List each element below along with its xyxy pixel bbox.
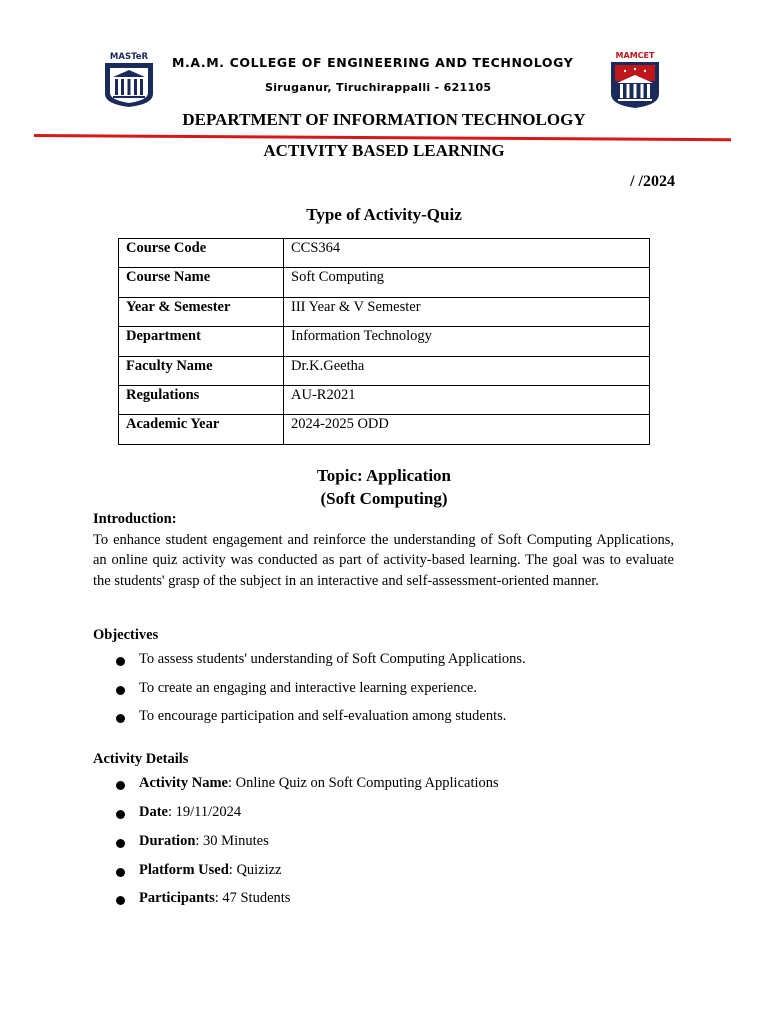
table-row xyxy=(119,239,650,268)
bullet-icon xyxy=(116,781,125,790)
table-value-cell: III Year & V Semester xyxy=(284,297,650,326)
activity-type: Type of Activity-Quiz xyxy=(306,205,462,224)
table-value-cell: Soft Computing xyxy=(284,268,650,297)
introduction-heading: Introduction: xyxy=(93,511,177,527)
activity-detail-item xyxy=(116,862,282,879)
mamcet-logo xyxy=(607,49,663,109)
topic-subtitle: (Soft Computing) xyxy=(320,489,448,508)
table-value-cell: 2024-2025 ODD xyxy=(284,415,650,444)
detail-label: Activity Name xyxy=(139,775,228,791)
activity-detail-item xyxy=(116,890,290,907)
bullet-icon xyxy=(116,839,125,848)
bullet-icon xyxy=(116,810,125,819)
bullet-icon xyxy=(116,657,125,666)
introduction-text: To enhance student engagement and reinforce the understanding of Soft Computing Applications, an online quiz activity was conducted as part of activity-based learning. The goal was to evaluate the students' grasp of the subject in an interactive and self-assessment-oriented manner. xyxy=(93,532,674,589)
table-row xyxy=(119,327,650,356)
bullet-icon xyxy=(116,714,125,723)
objective-text: To assess students' understanding of Soft Computing Applications. xyxy=(139,651,526,667)
objective-item xyxy=(116,680,477,697)
page-heading: ACTIVITY BASED LEARNING xyxy=(263,141,505,160)
table-key-cell: Faculty Name xyxy=(119,356,284,385)
detail-label: Duration xyxy=(139,833,196,849)
detail-value: : 19/11/2024 xyxy=(168,804,242,820)
bullet-icon xyxy=(116,868,125,877)
detail-value: : Quizizz xyxy=(228,862,282,878)
detail-value: : 47 Students xyxy=(214,890,291,906)
detail-label: Participants xyxy=(139,890,215,906)
detail-label: Platform Used xyxy=(139,862,229,878)
table-key-cell: Course Name xyxy=(119,268,284,297)
objective-text: To encourage participation and self-evaluation among students. xyxy=(139,708,507,724)
table-value-cell: CCS364 xyxy=(284,239,650,268)
master-logo xyxy=(101,50,157,108)
table-value-cell: Dr.K.Geetha xyxy=(284,356,650,385)
table-key-cell: Regulations xyxy=(119,385,284,414)
detail-label: Date xyxy=(139,804,168,820)
objectives-heading: Objectives xyxy=(93,627,159,643)
activity-details-heading: Activity Details xyxy=(93,751,189,767)
table-row xyxy=(119,385,650,414)
detail-value: : Online Quiz on Soft Computing Applications xyxy=(227,775,499,791)
table-key-cell: Department xyxy=(119,327,284,356)
table-key-cell: Course Code xyxy=(119,239,284,268)
bullet-icon xyxy=(116,896,125,905)
objective-item xyxy=(116,651,526,668)
activity-detail-item xyxy=(116,775,499,792)
table-row xyxy=(119,297,650,326)
master-logo-text: MASTeR xyxy=(109,52,149,62)
table-row xyxy=(119,268,650,297)
date-line: / /2024 xyxy=(630,173,675,190)
table-value-cell: Information Technology xyxy=(284,327,650,356)
course-info-table xyxy=(118,238,650,445)
table-key-cell: Academic Year xyxy=(119,415,284,444)
department-heading: DEPARTMENT OF INFORMATION TECHNOLOGY xyxy=(182,110,586,129)
table-row xyxy=(119,415,650,444)
objective-item xyxy=(116,708,506,725)
activity-detail-item xyxy=(116,804,241,821)
detail-value: : 30 Minutes xyxy=(195,833,269,849)
table-key-cell: Year & Semester xyxy=(119,297,284,326)
bullet-icon xyxy=(116,686,125,695)
table-value-cell: AU-R2021 xyxy=(284,385,650,414)
college-name: M.A.M. COLLEGE OF ENGINEERING AND TECHNOLOGY xyxy=(172,55,574,70)
objective-text: To create an engaging and interactive learning experience. xyxy=(139,680,477,696)
college-address: Siruganur, Tiruchirappalli - 621105 xyxy=(265,81,492,94)
table-row xyxy=(119,356,650,385)
activity-detail-item xyxy=(116,833,269,850)
topic-title: Topic: Application xyxy=(317,466,451,485)
mamcet-logo-text: MAMCET xyxy=(615,51,655,60)
